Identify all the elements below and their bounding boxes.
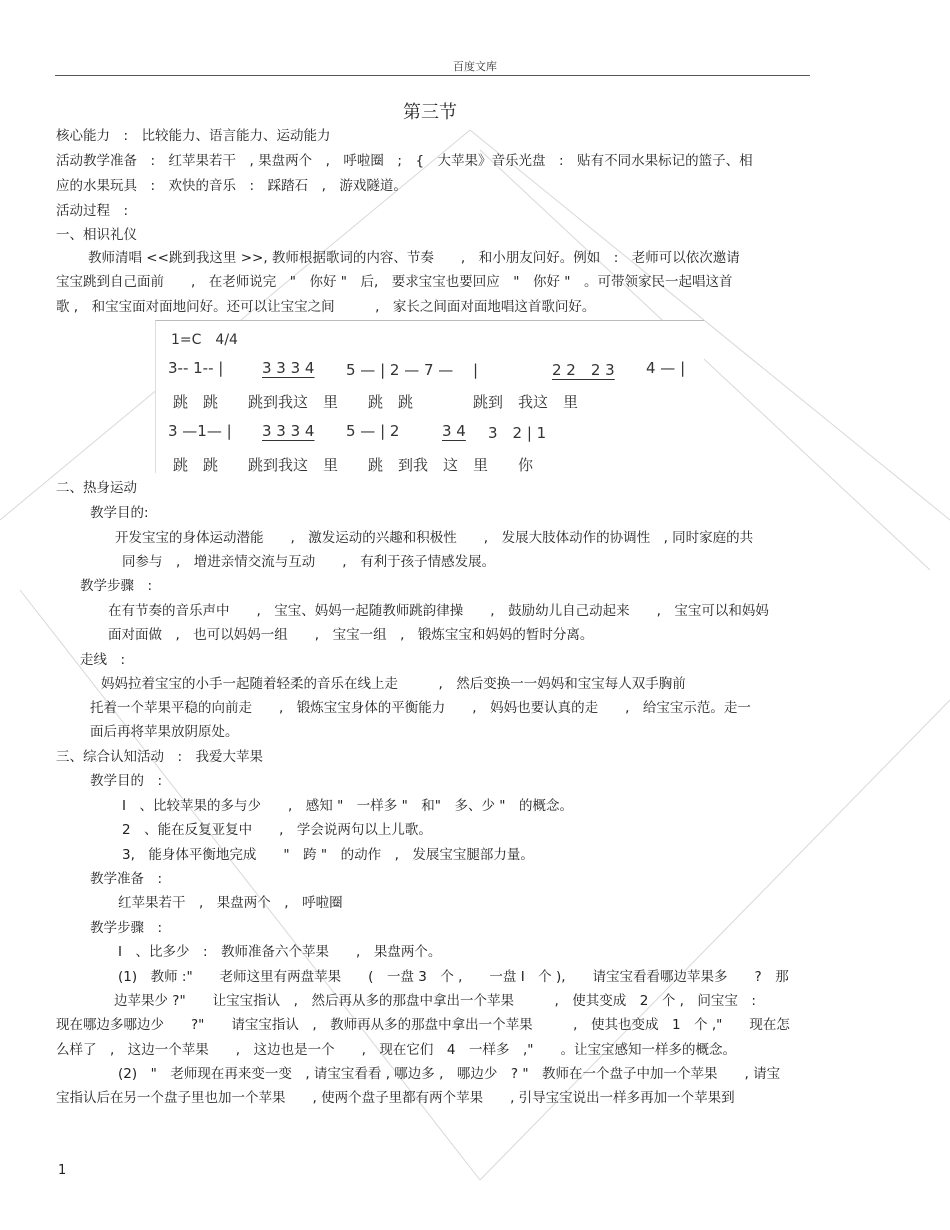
section-2-heading: 二、热身运动 bbox=[56, 480, 137, 496]
list-item: 2 、能在反复亚复中 , 学会说两句以上儿歌。 bbox=[122, 822, 432, 838]
paragraph-line: 开发宝宝的身体运动潜能 , 激发运动的兴趣和积极性 , 发展大肢体动作的协调性 , 同时家庭的共 bbox=[115, 530, 754, 546]
paragraph-line: 托着一个苹果平稳的向前走 , 锻炼宝宝身体的平衡能力 , 妈妈也要认真的走 , 给宝宝示范。走一 bbox=[90, 700, 751, 716]
paragraph-line: 教师清唱 <<跳到我这里 >>, 教师根据歌词的内容、节奏 , 和小朋友问好。例如 : 老师可以依次邀请 bbox=[88, 250, 740, 266]
paragraph-line: 宝指认后在另一个盘子里也加一个苹果 , 使两个盘子里都有两个苹果 , 引导宝宝说出一样多再加一个苹果到 bbox=[56, 1090, 735, 1106]
core-ability-line: 核心能力 : 比较能力、语言能力、运动能力 bbox=[56, 128, 331, 144]
subheading: 教学步骤 : bbox=[90, 920, 163, 936]
paragraph-line: 么样了 , 这边一个苹果 , 这边也是一个 , 现在它们 4 一样多 ," 。让宝宝感知一样多的概念。 bbox=[56, 1042, 736, 1058]
paragraph-line: 同参与 , 增进亲情交流与互动 , 有利于孩子情感发展。 bbox=[122, 554, 496, 570]
score-notes: 3 —1— | bbox=[168, 422, 232, 440]
paragraph-line: 红苹果若干 , 果盘两个 , 呼啦圈 bbox=[118, 895, 343, 911]
list-item: I 、比较苹果的多与少 , 感知 " 一样多 " 和" 多、少 " 的概念。 bbox=[122, 798, 573, 814]
prep-line-1: 活动教学准备 : 红苹果若干 , 果盘两个 , 呼啦圈 ; { 大苹果》音乐光盘 : 贴有不同水果标记的篮子、相 bbox=[56, 153, 753, 169]
score-notes: 3 2 | 1 bbox=[488, 424, 547, 442]
score-notes: 3 3 3 4 bbox=[262, 422, 315, 440]
paragraph-line: (2) " 老师现在再来变一变 , 请宝宝看看 , 哪边多 , 哪边少 ? " 教师在一个盘子中加一个苹果 , 请宝 bbox=[118, 1066, 781, 1082]
score-notes: 3 3 3 4 bbox=[262, 359, 315, 377]
score-lyrics: 跳 跳 跳到我这 里 跳 到我 这 里 你 bbox=[173, 456, 534, 474]
header-divider bbox=[55, 75, 810, 76]
list-item: I 、比多少 : 教师准备六个苹果 , 果盘两个。 bbox=[118, 944, 442, 960]
subheading: 教学目的 : bbox=[90, 773, 163, 789]
score-notes: 3 4 bbox=[442, 422, 466, 440]
score-notes: 3-- 1-- | bbox=[168, 359, 224, 377]
paragraph-line: 面对面做 , 也可以妈妈一组 , 宝宝一组 , 锻炼宝宝和妈妈的暂时分离。 bbox=[108, 627, 594, 643]
score-notes: 4 — | bbox=[646, 359, 686, 377]
music-score bbox=[155, 320, 704, 473]
prep-line-2: 应的水果玩具 : 欢快的音乐 : 踩踏石 , 游戏隧道。 bbox=[56, 178, 407, 194]
paragraph-line: 在有节奏的音乐声中 , 宝宝、妈妈一起随教师跳韵律操 , 鼓励幼儿自己动起来 , 宝宝可以和妈妈 bbox=[108, 603, 769, 619]
paragraph-line: 歌 , 和宝宝面对面地问好。还可以让宝宝之间 , 家长之间面对面地唱这首歌问好。 bbox=[56, 299, 596, 315]
score-notes: 5 — | 2 — 7 — | bbox=[346, 361, 479, 379]
page-header: 百度文库 bbox=[453, 60, 497, 73]
score-notes: 5 — | 2 bbox=[346, 422, 400, 440]
section-3-heading: 三、综合认知活动 : 我爱大苹果 bbox=[56, 749, 264, 765]
subheading: 教学准备 : bbox=[90, 871, 163, 887]
paragraph-line: 现在哪边多哪边少 ?" 请宝宝指认 , 教师再从多的那盘中拿出一个苹果 , 使其也变成 1 个 ," 现在怎 bbox=[56, 1017, 790, 1033]
page-number: 1 bbox=[58, 1163, 67, 1178]
subheading: 走线 : bbox=[80, 652, 126, 668]
score-lyrics: 跳 跳 跳到我这 里 跳 跳 跳到 我这 里 bbox=[173, 393, 579, 411]
process-heading: 活动过程 : bbox=[56, 203, 129, 219]
paragraph-line: 面后再将苹果放阴原处。 bbox=[90, 724, 239, 740]
subheading: 教学步骤 : bbox=[80, 578, 153, 594]
score-notes: 2 2 2 3 bbox=[552, 361, 615, 379]
section-1-heading: 一、相识礼仪 bbox=[56, 227, 137, 243]
section-title: 第三节 bbox=[403, 102, 457, 123]
score-key: 1=C 4/4 bbox=[171, 332, 238, 348]
subheading: 教学目的: bbox=[90, 505, 149, 521]
paragraph-line: 边苹果少 ?" 让宝宝指认 , 然后再从多的那盘中拿出一个苹果 , 使其变成 2 个 , 问宝宝 : bbox=[114, 993, 756, 1009]
paragraph-line: 宝宝跳到自己面前 , 在老师说完 " 你好 " 后, 要求宝宝也要回应 " 你好 " 。可带领家民一起唱这首 bbox=[56, 274, 733, 290]
paragraph-line: 妈妈拉着宝宝的小手一起随着轻柔的音乐在线上走 , 然后变换一一妈妈和宝宝每人双手胸前 bbox=[101, 676, 686, 692]
list-item: 3, 能身体平衡地完成 " 跨 " 的动作 , 发展宝宝腿部力量。 bbox=[122, 847, 534, 863]
paragraph-line: (1) 教师 :" 老师这里有两盘苹果 ( 一盘 3 个 , 一盘 I 个 ), 请宝宝看看哪边苹果多 ? 那 bbox=[118, 969, 789, 985]
